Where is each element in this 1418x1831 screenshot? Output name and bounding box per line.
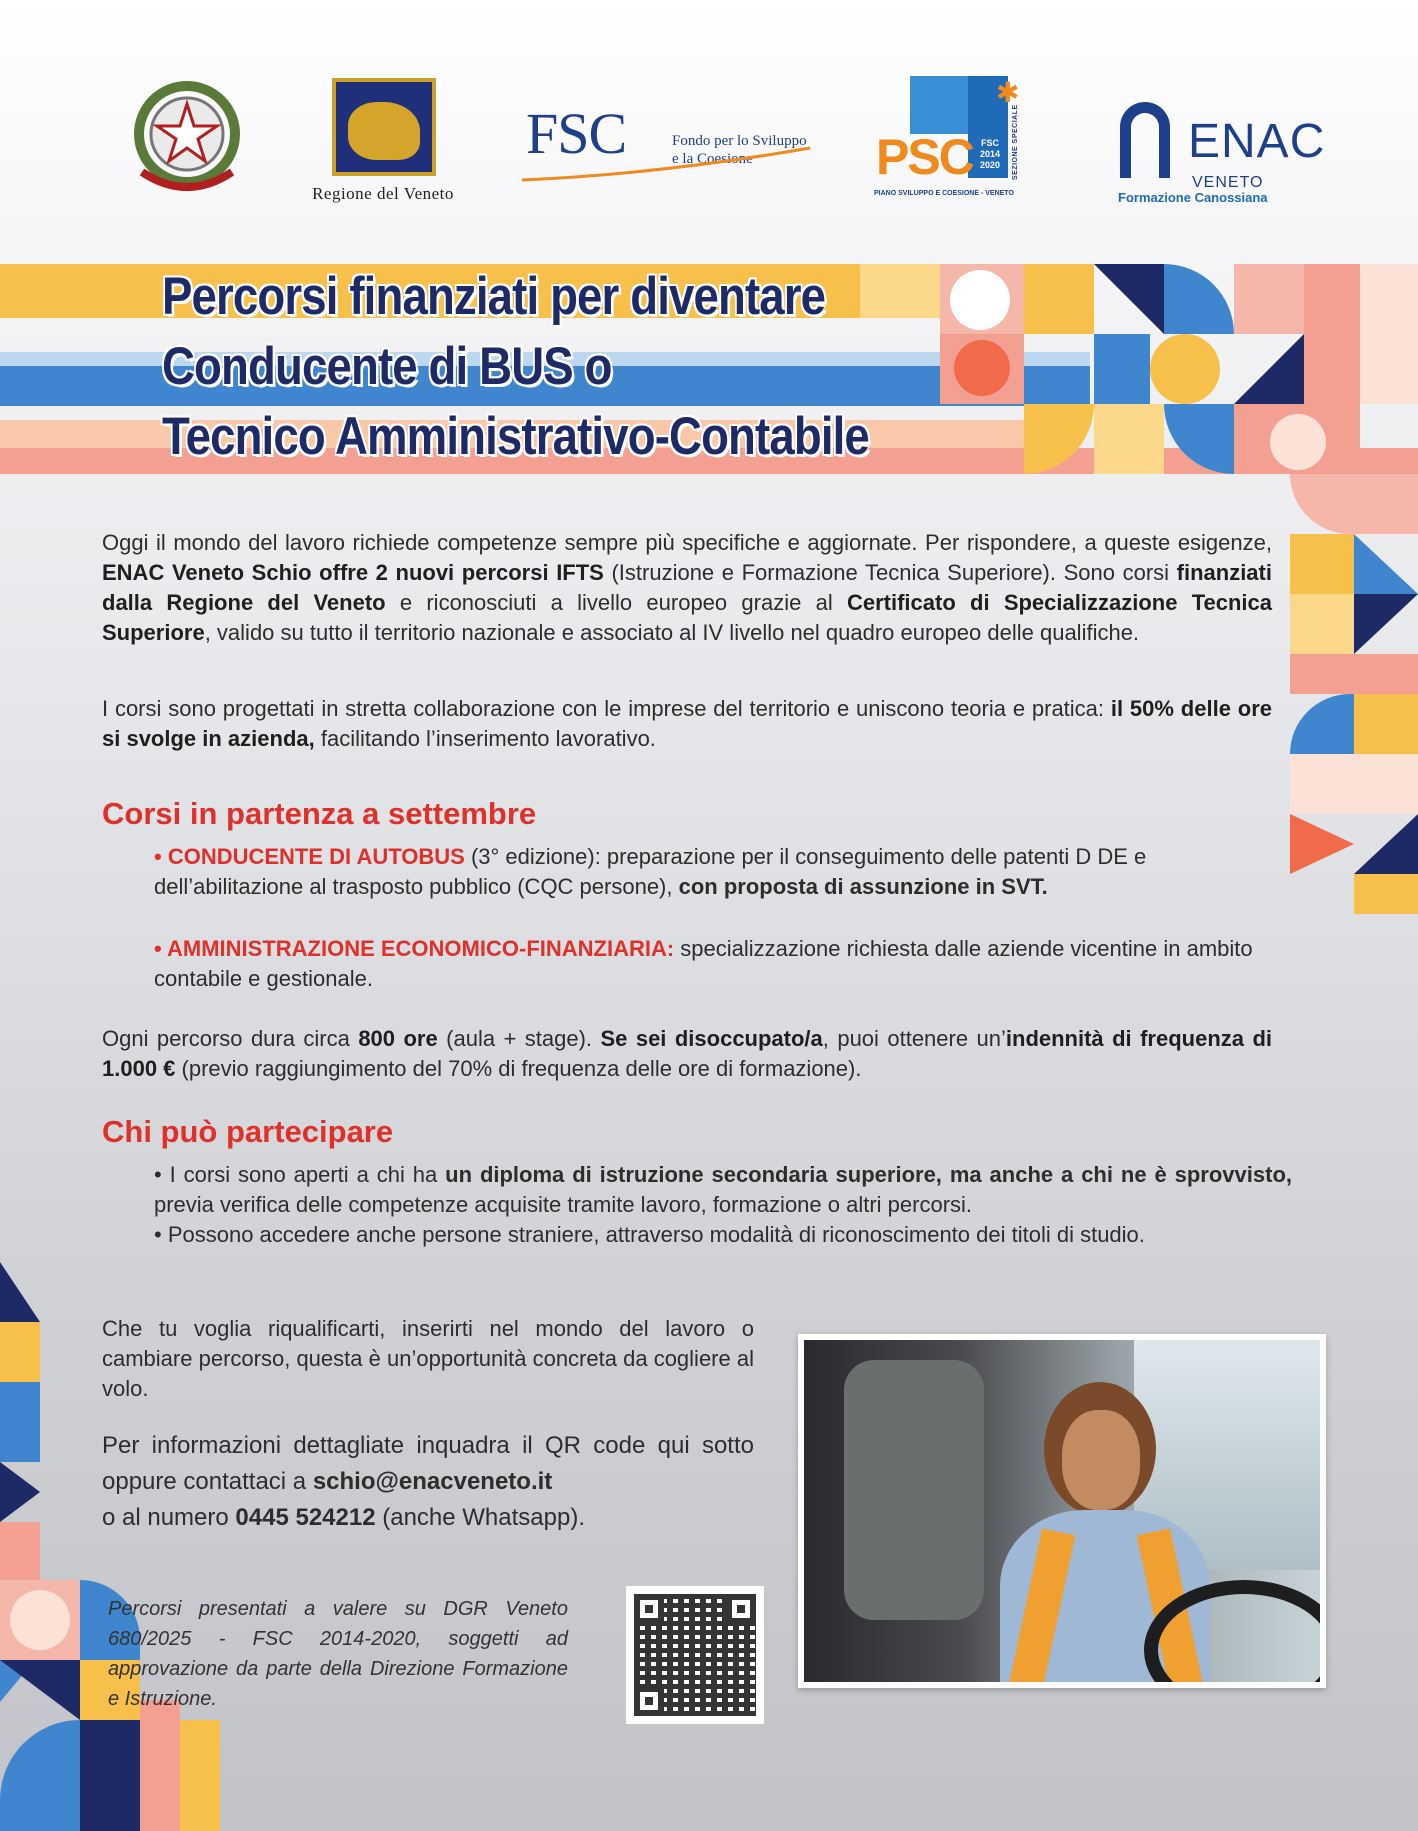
decor-top-right: [940, 264, 1418, 474]
cta-text: (anche Whatsapp).: [375, 1504, 585, 1531]
fsc-tagline-line2: e la Coesione: [672, 151, 753, 167]
fsc-mark: FSC: [526, 101, 627, 166]
duration-text: , puoi ottenere un’: [822, 1026, 1006, 1051]
duration-hours: 800 ore: [358, 1026, 438, 1051]
page-title: [162, 262, 869, 472]
intro-p1-highlight-certificato: Certificato di Specializzazione Tecnica Superiore: [102, 590, 1272, 645]
course-desc-amministrazione: specializzazione richiesta dalle aziende vicentine in ambito contabile e gestionale.: [154, 936, 1253, 991]
intro-p1-highlight-regione: finanziati dalla Regione del Veneto: [102, 560, 1272, 615]
who-text: previa verifica delle competenze acquisite tramite lavoro, formazione o altri percorsi.: [154, 1192, 973, 1217]
title-line-1: Percorsi finanziati per diventare: [162, 267, 826, 326]
course-highlight-autobus: con proposta di assunzione in SVT.: [678, 874, 1048, 899]
intro-p1-text: Oggi il mondo del lavoro richiede competenze sempre più specifiche e aggiornate. Per rispondere, a queste esigenze,: [102, 530, 1272, 555]
course-name-autobus: • CONDUCENTE DI AUTOBUS: [154, 844, 465, 869]
psc-side-label: SEZIONE SPECIALE: [1012, 104, 1019, 180]
intro-p1-text: , valido su tutto il territorio nazionale e associato al IV livello nel quadro europeo delle qualifiche.: [204, 620, 1140, 645]
who-text: • I corsi sono aperti a chi ha: [154, 1162, 446, 1187]
disclaimer-note: Percorsi presentati a valere su DGR Veneto 680/2025 - FSC 2014-2020, soggetti ad approvazione da parte della Direzione Formazione e Istruzione.: [108, 1598, 568, 1710]
decor-right-column: [1290, 474, 1418, 914]
emblem-icon: [128, 76, 246, 202]
enac-sub: VENETO: [1192, 174, 1264, 191]
cta-text: o al numero: [102, 1504, 236, 1531]
duration-paragraph: [102, 1024, 1272, 1084]
who-item-stranieri: • Possono accedere anche persone straniere, attraverso modalità di riconoscimento dei titoli di studio.: [154, 1222, 1145, 1247]
course-item-autobus: [154, 842, 1292, 902]
contact-email-link[interactable]: schio@enacveneto.it: [312, 1468, 553, 1495]
section-title-corsi: Corsi in partenza a settembre: [102, 796, 537, 831]
intro-paragraph-1: [102, 528, 1272, 648]
star-icon: ✱: [996, 77, 1020, 108]
course-name-amministrazione: • AMMINISTRAZIONE ECONOMICO-FINANZIARIA:: [154, 936, 675, 961]
psc-word: PSC: [876, 129, 973, 185]
regione-veneto-logo: [298, 74, 468, 206]
psc-bottom-label: PIANO SVILUPPO E COESIONE - VENETO: [874, 190, 1014, 197]
cta-text: Per informazioni dettagliate inquadra il QR code qui sotto oppure contattaci a: [102, 1432, 754, 1495]
intro-p1-text: (Istruzione e Formazione Tecnica Superiore). Sono corsi: [603, 560, 1177, 585]
duration-text: (aula + stage).: [437, 1026, 601, 1051]
enac-word: ENAC: [1188, 115, 1326, 168]
duration-text: (previo raggiungimento del 70% di frequenza delle ore di formazione).: [175, 1056, 862, 1081]
fsc-logo: [520, 96, 820, 186]
cta-paragraph-1: Che tu voglia riqualificarti, inserirti nel mondo del lavoro o cambiare percorso, questa è un’opportunità concreta da cogliere al volo.: [102, 1316, 754, 1401]
repubblica-italiana-emblem: [128, 76, 246, 202]
psc-fsc-label: FSC: [981, 138, 999, 148]
fsc-tagline-line1: Fondo per lo Sviluppo: [672, 133, 807, 149]
who-highlight: un diploma di istruzione secondaria superiore, ma anche a chi ne è sprovvisto,: [445, 1162, 1293, 1187]
psc-fsc-year-end: 2020: [979, 160, 1001, 170]
intro-p2-text: facilitando l’inserimento lavorativo.: [314, 726, 656, 751]
lion-icon: [348, 102, 420, 160]
veneto-shield: [332, 78, 436, 176]
enac-logo: [1114, 96, 1326, 208]
fsc-swoosh-icon: [520, 144, 820, 184]
duration-text: Ogni percorso dura circa: [102, 1026, 359, 1051]
regione-veneto-name: Regione del Veneto: [312, 184, 454, 203]
intro-p1-highlight-enac: ENAC Veneto Schio offre 2 nuovi percorsi IFTS: [102, 560, 604, 585]
psc-fsc-year-start: 2014: [979, 149, 1001, 159]
duration-indemnity: indennità di frequenza di 1.000 €: [102, 1026, 1272, 1081]
psc-logo: [874, 76, 1036, 206]
driver-face: [1062, 1410, 1140, 1510]
title-line-2: Conducente di BUS o: [162, 337, 612, 396]
intro-paragraph-2: [102, 694, 1272, 754]
section-title-chi: Chi può partecipare: [102, 1114, 394, 1149]
cta-contact-paragraph: [102, 1428, 754, 1536]
qr-code[interactable]: [626, 1586, 764, 1724]
title-line-3: Tecnico Amministrativo-Contabile: [162, 407, 869, 466]
bus-driver-photo: [798, 1334, 1326, 1688]
enac-arch-icon: [1120, 102, 1170, 178]
course-desc-autobus: (3° edizione): preparazione per il conseguimento delle patenti D DE e dell’abilitazione al trasposto pubblico (CQC persone),: [154, 844, 1147, 899]
contact-phone[interactable]: 0445 524212: [235, 1504, 376, 1531]
psc-fsc-years: [974, 138, 1006, 171]
who-item-diploma: [154, 1160, 1292, 1220]
psc-square-1: [910, 76, 968, 134]
duration-unemployed: Se sei disoccupato/a: [600, 1026, 823, 1051]
qr-code-icon: [634, 1594, 756, 1716]
intro-p2-highlight: il 50% delle ore si svolge in azienda,: [102, 696, 1272, 751]
band-yellow-tip: [860, 264, 940, 318]
intro-p1-text: e riconosciuti a livello europeo grazie al: [385, 590, 847, 615]
enac-formazione: Formazione Canossiana: [1118, 190, 1268, 205]
course-item-amministrazione: [154, 934, 1292, 994]
intro-p2-text: I corsi sono progettati in stretta collaborazione con le imprese del territorio e uniscono teoria e pratica:: [102, 696, 1111, 721]
